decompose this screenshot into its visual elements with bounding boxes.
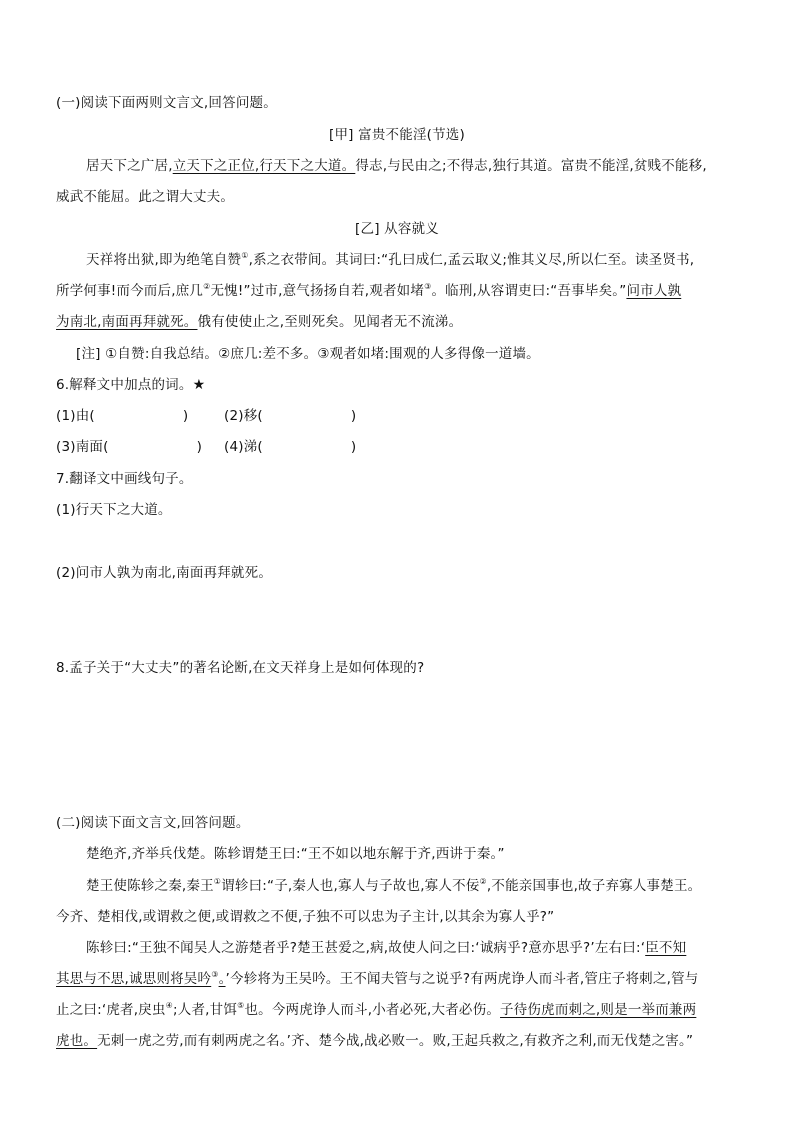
jia-underlined-b: 行天下之大道。	[259, 158, 356, 174]
text: ;人者,甘饵	[173, 1002, 238, 1018]
text: 楚王使陈轸之秦,秦王	[86, 878, 214, 894]
text: ,不能亲国事也,故子弃寡人事楚王。	[486, 878, 702, 894]
part2-para-1: 楚绝齐,齐举兵伐楚。陈轸谓楚王曰:“王不如以地东解于齐,西讲于秦。”	[86, 846, 505, 862]
yi-text: ,系之衣带间。其词曰:“孔曰成仁,孟云取义;惟其义尽,所以仁至。读圣贤书,	[248, 252, 695, 268]
yi-line-3	[56, 313, 756, 331]
underlined-text: 虎也。	[56, 1033, 98, 1049]
q8-stem: 8.孟子关于“大丈夫”的著名论断,在文天祥身上是如何体现的?	[56, 660, 425, 676]
footnote-marker: ①	[241, 251, 249, 260]
part2-line-7	[56, 1032, 756, 1050]
q6-text: 6.解释文中加点的词。	[56, 377, 193, 393]
q6-item-1	[56, 407, 224, 425]
yi-text: 。临刑,从容谓吏曰:“吾事毕矣。”	[431, 283, 627, 299]
footnote-marker: ④	[165, 1001, 174, 1010]
part2-heading: (二)阅读下面文言文,回答问题。	[56, 815, 250, 831]
text: ’今轸将为王吴吟。王不闻夫管与之说乎?有两虎诤人而斗者,管庄子将刺之,管与	[225, 971, 699, 987]
q6-item-4	[224, 438, 392, 456]
yi-underlined: 为南北,南面再拜就死。	[56, 314, 198, 330]
jia-title: [甲] 富贵不能淫(节选)	[329, 127, 465, 143]
yi-line-1	[86, 251, 786, 269]
footnote-marker: ①	[213, 877, 222, 886]
jia-text: 居天下之广居,	[86, 158, 173, 174]
q6-label: (2)移(	[224, 408, 263, 424]
underlined-text: 其思与不思,诚思则将吴吟	[56, 971, 212, 987]
text: 陈轸曰:“王独不闻吴人之游楚者乎?楚王甚爱之,病,故使人问之曰:‘诚病乎?意亦思乎?’左右曰:‘	[86, 940, 646, 956]
paren: )	[196, 439, 203, 455]
underlined-text: 臣不知	[645, 940, 687, 956]
part2-line-5	[56, 970, 756, 988]
yi-text: 无愧!”过市,意气扬扬自若,观者如堵	[210, 283, 425, 299]
underlined-text: 。	[218, 971, 226, 987]
footnote: [注] ①自赞:自我总结。②庶几:差不多。③观者如堵:围观的人多得像一道墙。	[76, 346, 540, 362]
q6-row-1	[56, 407, 756, 425]
yi-text: 天祥将出狱,即为绝笔自赞	[86, 252, 242, 268]
jia-line-1	[86, 157, 786, 175]
text: 止之曰:‘虎者,戾虫	[56, 1002, 166, 1018]
yi-text: 俄有使使止之,至则死矣。见闻者无不流涕。	[197, 314, 463, 330]
yi-title: [乙] 从容就义	[355, 221, 439, 237]
q6-stem	[56, 376, 756, 394]
text: 也。今两虎诤人而斗,小者必死,大者必伤。	[244, 1002, 501, 1018]
yi-underlined: 问市人孰	[626, 283, 682, 299]
jia-underlined-a: 立天下之正位,	[172, 158, 260, 174]
q6-label: (4)涕(	[224, 439, 263, 455]
part2-line-4	[86, 939, 786, 957]
jia-text: 得志,与民由之;不得志,独行其道。富贵不能淫,贫贱不能移,	[355, 158, 707, 174]
paren: )	[350, 408, 357, 424]
q6-label: (1)由(	[56, 408, 95, 424]
q7-stem: 7.翻译文中画线句子。	[56, 471, 193, 487]
underlined-text: 子待伤虎而刺之,则是一举而兼两	[500, 1002, 697, 1018]
footnote-marker: ②	[203, 282, 211, 291]
yi-line-2	[56, 282, 756, 300]
footnote-marker: ②	[479, 877, 487, 886]
text: 谓轸曰:“子,秦人也,寡人与子故也,寡人不佞	[221, 878, 480, 894]
q6-item-3	[56, 438, 224, 456]
q6-label: (3)南面(	[56, 439, 109, 455]
paren: )	[182, 408, 189, 424]
star-icon: ★	[192, 377, 206, 393]
q7-sentence-2: (2)问市人孰为南北,南面再拜就死。	[56, 565, 273, 581]
footnote-marker: ⑤	[237, 1001, 245, 1010]
yi-text: 所学何事!而今而后,庶几	[56, 283, 204, 299]
part2-line-6	[56, 1001, 756, 1019]
part2-line-2	[86, 877, 786, 895]
q6-row-2	[56, 438, 756, 456]
text: 无刺一虎之劳,而有刺两虎之名。’齐、楚今战,战必败一。败,王起兵救之,有救齐之利,而无伐楚之害。”	[97, 1033, 694, 1049]
part1-heading: (一)阅读下面两则文言文,回答问题。	[56, 95, 277, 111]
footnote-marker: ③	[211, 970, 219, 979]
q6-item-2	[224, 407, 392, 425]
part2-line-3: 今齐、楚相伐,或谓救之便,或谓救之不便,子独不可以忠为子主计,以其余为寡人乎?”	[56, 909, 555, 925]
q7-sentence-1: (1)行天下之大道。	[56, 502, 172, 518]
jia-line-2: 威武不能屈。此之谓大丈夫。	[56, 189, 235, 205]
paren: )	[350, 439, 357, 455]
footnote-marker: ③	[424, 282, 432, 291]
